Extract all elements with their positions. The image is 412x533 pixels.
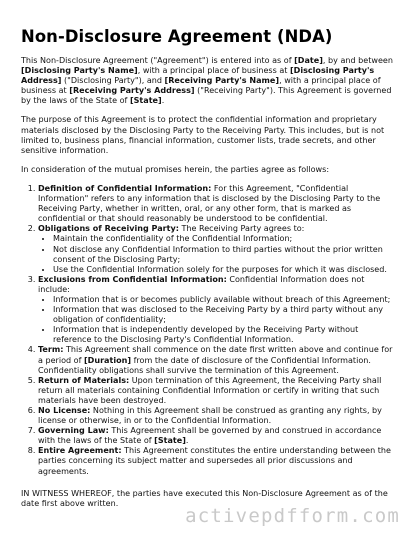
receiving-party-address-placeholder: [Receiving Party's Address]	[69, 86, 195, 96]
clause-text: from the date of disclosure of the Confidential Information. Confidentiality obligations shall survive the termination of this Agreement.	[38, 355, 371, 375]
intro-text: This Non-Disclosure Agreement ("Agreement") is entered into as of	[21, 56, 295, 65]
clause-text: Confidential Information does not include:	[38, 274, 365, 294]
clause-list	[21, 184, 397, 477]
clause-entire-agreement	[38, 446, 397, 476]
clause-title: Governing Law:	[38, 426, 109, 436]
clause-text: The Receiving Party agrees to:	[178, 224, 305, 234]
list-item: • Information that is or becomes publicly available without breach of this Agreement;	[53, 295, 397, 305]
clause-return-of-materials	[38, 376, 397, 406]
clause-exclusions	[38, 275, 397, 346]
clause-title: Term:	[38, 345, 64, 355]
intro-text: ("Disclosing Party"), and	[61, 76, 165, 86]
disclosing-party-name-placeholder: [Disclosing Party's Name]	[21, 66, 138, 76]
list-item: • Information that is independently developed by the Receiving Party without reference to the Disclosing Party's Confidential Information.	[53, 325, 397, 345]
clause-text: This Agreement constitutes the entire understanding between the parties concerning its subject matter and supersedes all prior discussions and agreements.	[38, 446, 391, 476]
witness-paragraph: IN WITNESS WHEREOF, the parties have executed this Non-Disclosure Agreement as of the date first above written.	[21, 488, 388, 508]
list-item: • Information that was disclosed to the Receiving Party by a third party without any obligation of confidentiality;	[53, 305, 397, 325]
clause-text: Nothing in this Agreement shall be construed as granting any rights, by license or otherwise, in or to the Confidential Information.	[38, 406, 382, 426]
clause-no-license	[38, 406, 397, 426]
exclusions-list	[38, 295, 397, 345]
state-placeholder: [State]	[154, 436, 186, 446]
disclosing-party-address-placeholder: [Disclosing Party's Address]	[21, 66, 375, 86]
clause-text: For this Agreement, "Confidential Information" refers to any information that is disclosed by the Disclosing Party to the Receiving Party, whether in written, oral, or any other form, that is marked as confidential or that should reasonably be understood to be confidential.	[38, 183, 381, 224]
state-placeholder: [State]	[129, 96, 162, 106]
intro-text: , with a principal place of business at	[21, 76, 381, 96]
duration-placeholder: [Duration]	[84, 355, 132, 365]
clause-text: .	[185, 436, 189, 446]
list-item: • Maintain the confidentiality of the Confidential Information;	[53, 234, 397, 244]
clause-title: Return of Materials:	[38, 375, 130, 385]
clause-governing-law	[38, 426, 397, 446]
intro-text: , by and between	[322, 56, 393, 65]
purpose-paragraph: The purpose of this Agreement is to protect the confidential information and proprietary materials disclosed by the Disclosing Party to the Receiving Party. This includes, but is not limited to, business plans, financial information, customer lists, trade secrets, and other sensitive information.	[21, 115, 385, 155]
clause-definition	[38, 184, 397, 224]
clause-text: This Agreement shall be governed by and construed in accordance with the laws of the State of	[38, 426, 382, 446]
watermark: activepdfform.com	[185, 505, 400, 527]
intro-text: ("Receiving Party"). This Agreement is governed by the laws of the State of	[21, 86, 392, 106]
intro-text: , with a principal place of business at	[137, 66, 290, 76]
obligations-list	[38, 234, 397, 274]
consideration-paragraph: In consideration of the mutual promises herein, the parties agree as follows:	[21, 164, 330, 174]
clause-obligations	[38, 224, 397, 274]
list-item: • Not disclose any Confidential Information to third parties without the prior written consent of the Disclosing Party;	[53, 245, 397, 265]
clause-title: Obligations of Receiving Party:	[38, 224, 179, 234]
clause-title: Definition of Confidential Information:	[38, 183, 212, 193]
intro-text: .	[161, 96, 165, 106]
receiving-party-name-placeholder: [Receiving Party's Name]	[164, 76, 280, 86]
date-placeholder: [Date]	[294, 56, 323, 65]
list-item: • Use the Confidential Information solely for the purposes for which it was disclosed.	[53, 265, 397, 275]
clause-text: Upon termination of this Agreement, the Receiving Party shall return all materials containing Confidential Information or certify in writing that such materials have been destroyed.	[38, 375, 382, 405]
clause-title: Exclusions from Confidential Information:	[38, 274, 227, 284]
intro-paragraph	[21, 56, 397, 106]
clause-text: This Agreement shall commence on the date first written above and continue for a period of	[38, 345, 393, 365]
document-title: Non-Disclosure Agreement (NDA)	[21, 27, 333, 46]
clause-title: No License:	[38, 406, 91, 415]
clause-term	[38, 345, 397, 375]
clause-title: Entire Agreement:	[38, 446, 122, 456]
